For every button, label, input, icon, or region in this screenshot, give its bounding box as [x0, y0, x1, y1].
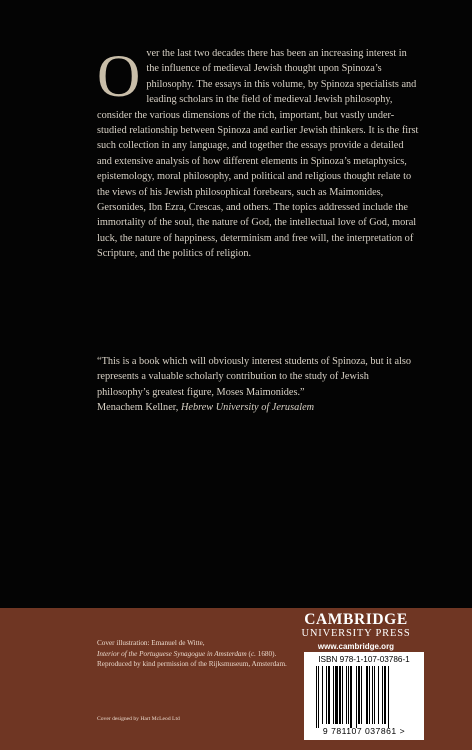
barcode-bar	[316, 666, 317, 728]
barcode-bar	[374, 666, 375, 724]
barcode-bars	[316, 666, 416, 728]
publisher-press: UNIVERSITY PRESS	[301, 628, 411, 639]
barcode-bar	[318, 666, 319, 728]
endorsement-quote	[97, 354, 419, 416]
barcode-bar	[372, 666, 373, 724]
book-blurb	[97, 43, 419, 262]
barcode-bar	[342, 666, 343, 724]
barcode-bar	[346, 666, 347, 724]
quote-author: Menachem Kellner,	[97, 402, 179, 414]
credit-permission: 1680). Reproduced by kind permission of the Rijksmuseum, Amsterdam.	[97, 649, 287, 669]
dropcap-letter: O	[97, 43, 141, 109]
barcode-bar	[384, 666, 386, 724]
artwork-title: Interior of the Portuguese Synagogue in Amsterdam	[97, 649, 247, 658]
barcode-bar	[382, 666, 383, 724]
barcode-bar	[388, 666, 389, 728]
barcode-bar	[326, 666, 327, 724]
publisher-logo	[294, 612, 418, 653]
barcode-digits: 9 781107 037861 >	[322, 726, 406, 736]
circa-abbrev: c.	[250, 649, 256, 658]
credit-line: Cover illustration: Emanuel de Witte,	[97, 639, 205, 647]
barcode-bar	[369, 666, 370, 724]
isbn-barcode	[304, 652, 424, 740]
barcode-bar	[328, 666, 330, 724]
quote-text: “This is a book which will obviously interest students of Spinoza, but it also represents a valuable scholarly contribution to the study of Jewish philosophy’s greatest figure, Moses Maimonides.”	[97, 356, 412, 398]
barcode-bar	[333, 666, 334, 724]
barcode-bar	[356, 666, 357, 728]
quote-attribution	[97, 400, 419, 415]
blurb-text: ver the last two decades there has been an increasing interest in the influence of medieval Jewish thought upon Spinoza’s philosophy. The essays in this volume, by Spinoza specialists and leading scholars in the field of medieval Jewish philosophy, consider the various dimensions of the rich, important, but vastly under-studied relationship between Spinoza and earlier Jewish thinkers. It is the first such collection in any language, and together the essays provide a detailed and extensive analysis of how different elements in Spinoza’s metaphysics, epistemology, moral philosophy, and political and religious thought relate to the views of his Jewish philosophical forebears, such as Maimonides, Gersonides, Ibn Ezra, Crescas, and others. The topics addressed include the immortality of the soul, the nature of God, the intellectual love of God, moral luck, the nature of happiness, determinism and free will, the interpretation of Scripture, and the politics of religion.	[97, 48, 419, 260]
barcode-bar	[350, 666, 352, 728]
isbn-label: ISBN 978-1-107-03786-1	[318, 655, 410, 664]
barcode-bar	[361, 666, 362, 724]
cover-designer-credit: Cover designed by Hart McLeod Ltd	[97, 716, 180, 722]
cover-credits: Cover illustration: Emanuel de Witte, Interior of the Portuguese Synagogue in Amsterdam (c. 1680). Reproduced by kind permission of the Rijksmuseum, Amsterdam.	[97, 639, 287, 669]
publisher-name: CAMBRIDGE	[304, 611, 408, 628]
barcode-bar	[339, 666, 341, 724]
publisher-url[interactable]: www.cambridge.org	[317, 642, 395, 651]
barcode-bar	[348, 666, 349, 724]
barcode-bar	[366, 666, 368, 724]
quote-affiliation: Hebrew University of Jerusalem	[180, 402, 315, 414]
barcode-bar	[322, 666, 323, 724]
barcode-bar	[358, 666, 360, 724]
barcode-bar	[335, 666, 338, 724]
barcode-bar	[378, 666, 379, 724]
